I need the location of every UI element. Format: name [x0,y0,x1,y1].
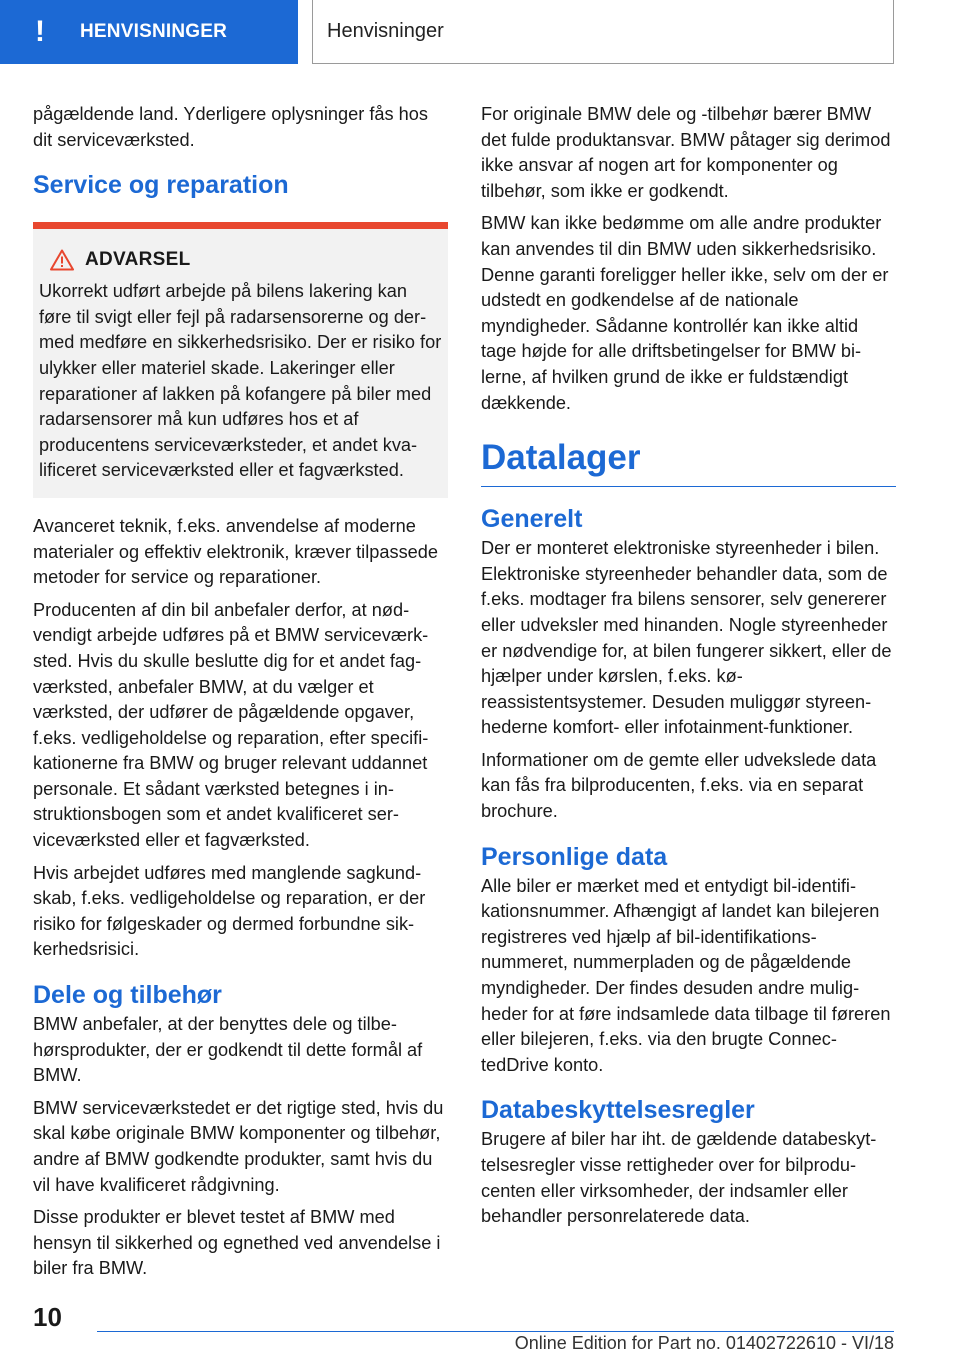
paragraph: Brugere af biler har iht. de gældende databeskyttelsesregler visse rettigheder over for bilproducenten eller virksomheder, der indsamler eller behandler personrelaterede data. [481,1129,877,1227]
paragraph: Informationer om de gemte eller udvekslede data kan fås fra bilproducenten, f.eks. via en separat brochure. [481,749,877,822]
warning-text: Ukorrekt udført arbejde på bilens lakering kan føre til svigt eller fejl på radarsensorerne og dermed medføre en sikkerhedsrisiko. Der er risiko for ulykker eller materiel skade. Lakeringer eller reparationer af lakken på kofangere på biler med radarsensorer må kun udføres hos et af producentens serviceværksteder, et andet kvalificeret serviceværksted eller et fagværksted. [39,281,442,481]
paragraph: Der er monteret elektroniske styreenheder i bilen. Elektroniske styreenheder behandler data, som de f.eks. modtager fra bilens sensorer, selv genererer eller udveksler med hinanden. Nogle styreenheder er nødvendige for, at bilen fungerer sikkert, eller de hjælper under kørslen, f.eks. køreassistentsystemer. Desuden muliggør styreenhederne komfort- eller infotainment-funktioner. [481,538,892,738]
personal-data-heading: Personlige data [481,842,668,871]
paragraph: BMW serviceværkstedet er det rigtige sted, hvis du skal købe originale BMW komponenter og tilbehør, andre af BMW godkendte produkter, samt hvis du vil have kvalificeret rådgivning. [33,1097,444,1195]
paragraph: For originale BMW dele og -tilbehør bærer BMW det fulde produktansvar. BMW påtager sig derimod ikke ansvar af nogen art for komponenter og tilbehør, som ikke er godkendt. [481,104,891,201]
chapter-tab [0,0,298,64]
privacy-heading: Databeskyttelsesregler [481,1096,755,1125]
warning-triangle-icon [39,249,85,271]
paragraph: Disse produkter er blevet testet af BMW med hensyn til sikkerhed og egnethed ved anvendelse i biler fra BMW. [33,1207,441,1279]
warning-label: ADVARSEL [85,249,191,271]
intro-paragraph: pågældende land. Yderligere oplysninger fås hos dit serviceværksted. [33,104,429,150]
datalager-heading: Datalager [481,438,896,487]
right-column [481,102,896,1237]
generelt-heading: Generelt [481,505,583,534]
service-heading: Service og reparation [33,171,289,200]
paragraph: BMW anbefaler, at der benyttes dele og tilbehørsprodukter, der er godkendt til dette formål af BMW. [33,1014,423,1086]
paragraph: Producenten af din bil anbefaler derfor, at nødvendigt arbejde udføres på et BMW serviceværksted. Hvis du skulle beslutte dig for et andet fagværksted, anbefaler BMW, at du vælger et værksted, der udfører de pågældende opgaver, f.eks. vedligeholdelse og reparation, efter specifikationerne fra BMW og bruger relevant uddannet personale. Et sådant værksted betegnes i instruktionsbogen som et andet kvalificeret serviceværksted eller et fagværksted. [33,599,429,851]
parts-heading: Dele og tilbehør [33,981,222,1010]
warning-box [33,222,448,498]
paragraph: Hvis arbejdet udføres med manglende sagkundskab, f.eks. vedligeholdelse og reparation, er der risiko for følgeskader og dermed forbundne sikkerhedsrisici. [33,862,426,960]
paragraph: Avanceret teknik, f.eks. anvendelse af moderne materialer og effektiv elektronik, kræver tilpassede metoder for service og reparationer. [33,515,439,588]
page-number: 10 [33,1302,62,1332]
exclamation-icon: ! [35,15,45,48]
paragraph: BMW kan ikke bedømme om alle andre produkter kan anvendes til din BMW uden sikkerhedsrisiko. Denne garanti foreligger heller ikke, selv om der er udstedt en godkendelse af de nationale myndigheder. Sådanne kontrollér kan ikke altid tage højde for alle driftsbetingelser for BMW bilerne, af hvilken grund de ikke er fuldstændigt dækkende. [481,213,889,413]
edition-footer: Online Edition for Part no. 01402722610 - VI/18 [514,1333,894,1353]
warning-header [39,249,442,271]
page-header-title: Henvisninger [312,0,894,64]
chapter-tab-label: HENVISNINGER [80,21,228,42]
paragraph: Alle biler er mærket med et entydigt bil-identifikationsnummer. Afhængigt af landet kan bilejeren registreres ved hjælp af bil-identifikationsnummeret, nummerpladen og de pågældende myndigheder. Der findes desuden andre muligheder for at føre indsamlede data tilbage til føreren eller bilejeren, f.eks. via den brugte ConnectedDrive konto. [481,875,891,1075]
left-column [33,102,448,1289]
footer-divider [97,1331,894,1332]
